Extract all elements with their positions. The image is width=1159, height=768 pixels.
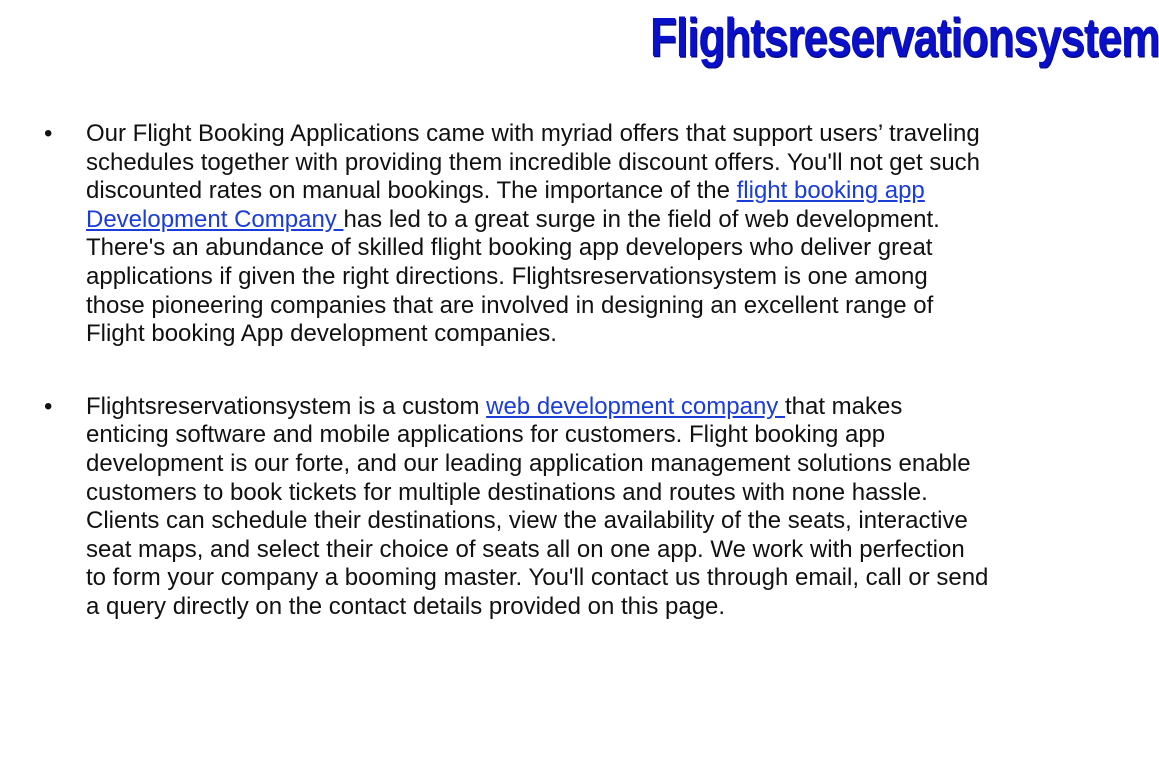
web-development-company-link[interactable]: web development company [486, 392, 785, 420]
bullet-text-intro: Flightsreservationsystem is a custom [86, 392, 487, 420]
brand-logo: Flightsreservationsystem [650, 7, 1159, 69]
bullet-text-rest: has led to a great surge in the field of web development. There's an abundance of skilled flight booking app developers who deliver great applications if given the right directions. Flightsreservationsystem is one among those pioneering companies that are involved in designing an excellent range of Flight booking App development companies. [86, 205, 940, 348]
bullet-text-rest: that makes enticing software and mobile applications for customers. Flight booking app development is our forte, and our leading application management solutions enable customers to book tickets for multiple destinations and routes with none hassle. Clients can schedule their destinations, view the availability of the seats, interactive seat maps, and select their choice of seats all on one app. We work with perfection to form your company a booming master. You'll contact us through email, call or send a query directly on the contact details provided on this page. [86, 392, 989, 620]
bullet-list [44, 120, 989, 666]
bullet-marker: • [44, 392, 53, 420]
flight-booking-app-development-company-link[interactable]: flight booking app Development Company [86, 177, 925, 233]
bullet-item-company [44, 393, 989, 622]
bullet-marker: • [44, 120, 53, 147]
bullet-text-intro: Our Flight Booking Applications came with myriad offers that support users’ traveling schedules together with providing them incredible discount offers. You'll not get such discounted rates on manual bookings. The importance of the [86, 120, 981, 205]
bullet-item-offers [44, 120, 989, 349]
